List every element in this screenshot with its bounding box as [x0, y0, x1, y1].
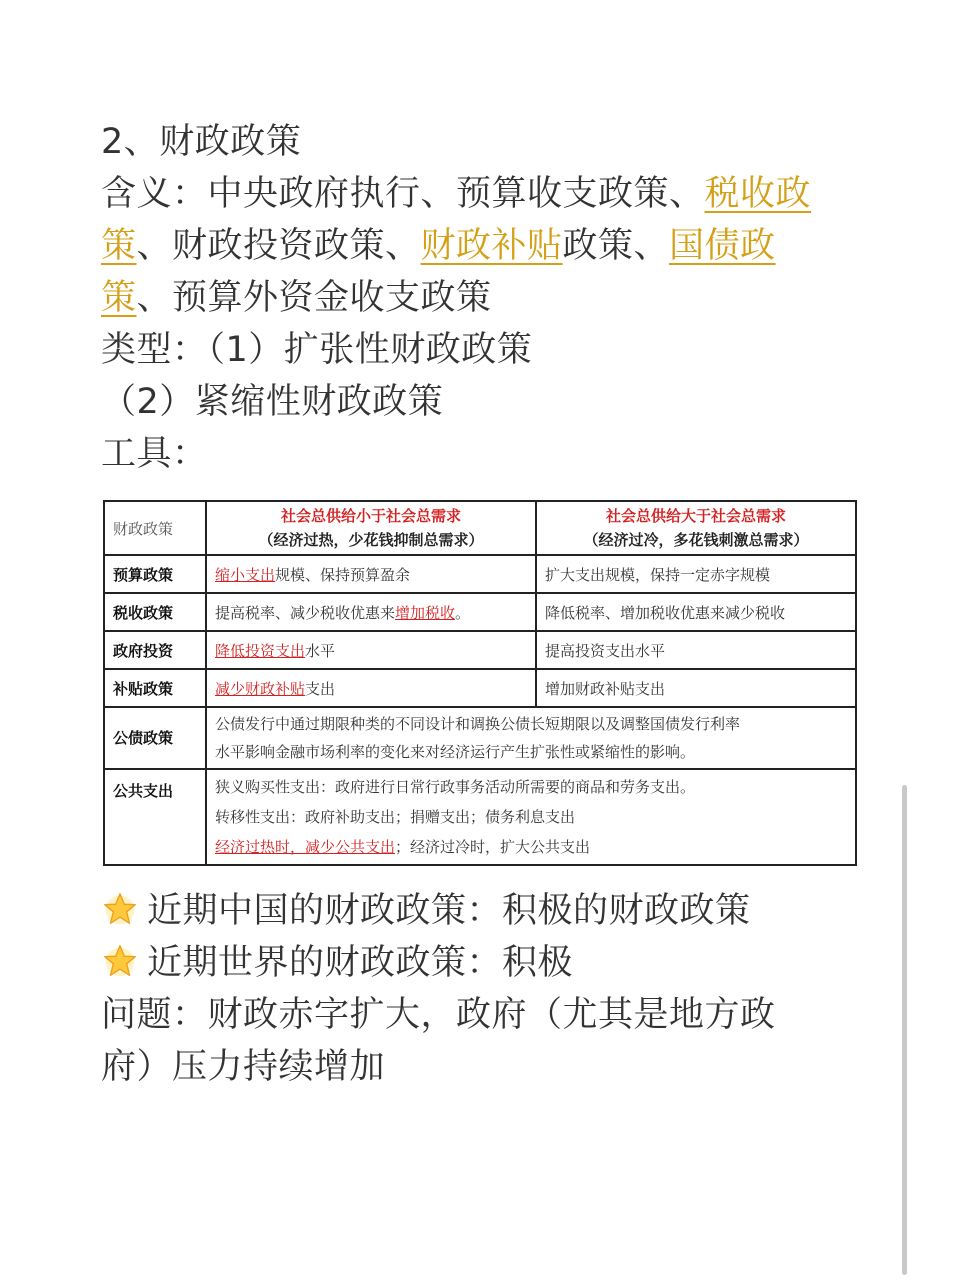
table-row [104, 669, 856, 707]
table-row [104, 631, 856, 669]
col-header-cold [536, 501, 856, 555]
cell-merged [206, 769, 856, 865]
tools-label: 工具： [101, 434, 208, 474]
text-body [101, 116, 841, 480]
meaning-line-3 [101, 272, 841, 324]
types-label: 类型： [101, 330, 208, 370]
meaning-line-1 [101, 168, 841, 220]
cell-text: ；经济过冷时，扩大公共支出 [395, 838, 591, 856]
col-header-cold-sub: （经济过冷，多花钱刺激总需求） [583, 531, 809, 549]
cell-overheat [206, 669, 536, 707]
cell-cold: 扩大支出规模，保持一定赤字规模 [536, 555, 856, 593]
col-header-overheat-title: 社会总供给小于社会总需求 [280, 507, 461, 525]
cell-overheat [206, 593, 536, 631]
cell-line: 转移性支出：政府补助支出；捐赠支出；债务利息支出 [215, 808, 576, 826]
meaning-part-2: 、财政投资政策、 [136, 226, 421, 266]
cell-line: 水平影响金融市场利率的变化来对经济运行产生扩张性或紧缩性的影响。 [215, 743, 696, 761]
underlined-term: 减少财政补贴 [215, 679, 306, 698]
cell-line [215, 832, 847, 862]
section-heading: 2、财政政策 [101, 122, 302, 162]
table-row [104, 593, 856, 631]
cell-text: 提高税率、减少税收优惠来 [215, 603, 396, 622]
meaning-part-1: 中央政府执行、预算收支政策、 [207, 174, 705, 214]
meaning-line-2 [101, 220, 841, 272]
glowing-star-icon [101, 942, 139, 980]
row-header: 补贴政策 [104, 669, 206, 707]
problem-line-1: 问题：财政赤字扩大，政府（尤其是地方政 [101, 995, 776, 1035]
highlight-bond-policy-a: 国债政 [669, 226, 776, 266]
underlined-term: 增加税收 [395, 603, 456, 622]
col-header-overheat [206, 501, 536, 555]
highlight-bond-policy-b: 策 [101, 278, 137, 318]
cell-line: 狭义购买性支出：政府进行日常行政事务活动所需要的商品和劳务支出。 [215, 778, 696, 796]
note-world [101, 937, 861, 989]
cell-cold: 降低税率、增加税收优惠来减少税收 [536, 593, 856, 631]
table-row [104, 707, 856, 769]
underlined-term: 经济过热时，减少公共支出 [215, 838, 396, 856]
meaning-part-3: 政策、 [562, 226, 670, 266]
cell-text: 。 [455, 603, 471, 622]
cell-text: 支出 [305, 679, 336, 698]
cell-text: 规模、保持预算盈余 [275, 565, 411, 584]
notes-section [101, 885, 861, 1093]
table-row [104, 555, 856, 593]
row-header: 税收政策 [104, 593, 206, 631]
types-line [101, 324, 841, 376]
note-china-text: 近期中国的财政政策：积极的财政政策 [147, 891, 751, 931]
highlight-tax-policy-b: 策 [101, 226, 137, 266]
type-expansionary: （1）扩张性财政政策 [207, 330, 533, 370]
underlined-term: 降低投资支出 [215, 641, 306, 660]
row-header: 预算政策 [104, 555, 206, 593]
note-china [101, 885, 861, 937]
note-world-text: 近期世界的财政政策：积极 [147, 943, 574, 983]
meaning-part-4: 、预算外资金收支政策 [136, 278, 492, 318]
col-header-overheat-sub: （经济过热，少花钱抑制总需求） [258, 531, 484, 549]
cell-line: 公债发行中通过期限种类的不同设计和调换公债长短期限以及调整国债发行利率 [215, 715, 741, 733]
cell-overheat [206, 555, 536, 593]
col-header-cold-title: 社会总供给大于社会总需求 [605, 507, 786, 525]
glowing-star-icon [101, 890, 139, 928]
fiscal-policy-table [103, 500, 857, 866]
cell-text: 水平 [305, 641, 336, 660]
underlined-term: 缩小支出 [215, 565, 276, 584]
problem-line-2: 府）压力持续增加 [101, 1047, 386, 1087]
scrollbar[interactable] [902, 785, 907, 1275]
row-header: 公共支出 [104, 769, 206, 865]
meaning-label: 含义： [101, 174, 208, 214]
table-corner-header: 财政政策 [104, 501, 206, 555]
cell-cold: 提高投资支出水平 [536, 631, 856, 669]
cell-merged [206, 707, 856, 769]
row-header: 公债政策 [104, 707, 206, 769]
type-contractionary: （2）紧缩性财政政策 [101, 382, 444, 422]
row-header: 政府投资 [104, 631, 206, 669]
highlight-subsidy: 财政补贴 [420, 226, 563, 266]
cell-overheat [206, 631, 536, 669]
cell-cold: 增加财政补贴支出 [536, 669, 856, 707]
highlight-tax-policy-a: 税收政 [704, 174, 812, 214]
table-row [104, 769, 856, 865]
